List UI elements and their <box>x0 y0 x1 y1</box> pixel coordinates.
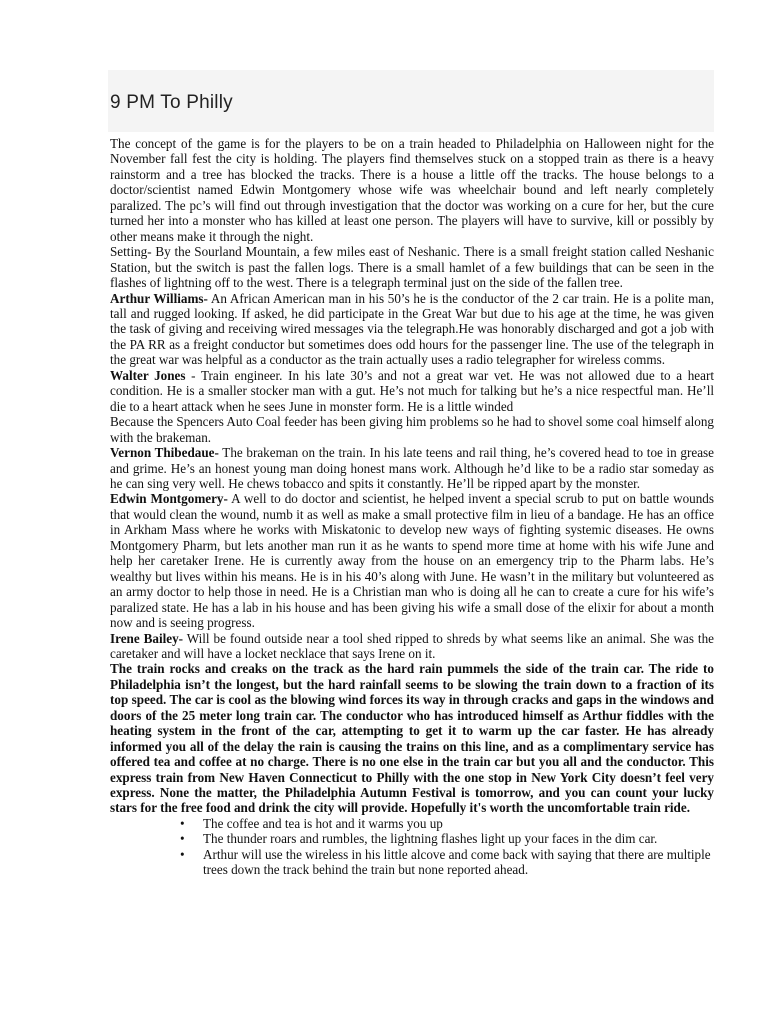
character-name: Arthur Williams- <box>110 290 208 306</box>
character-description: A well to do doctor and scientist, he helped invent a special scrub to put on battle wounds that would clean the wound, numb it as well as make a small protective film in lieu of a bandage. He has an office in Arkham Mass where he works with Miskatonic to develop new ways of fighting systemic diseases. He owns Montgomery Pharm, but lets another man run it as he wants to spend more time at home with his wife June and help her caretaker Irene. He is currently away from the house on an emergency trip to the Pharm labs. He’s wealthy but lives within his means. He is in his 40’s along with June. He wasn’t in the military but volunteered as an army doctor to help those in need. He is a Christian man who is doing all he can to create a cure for his wife’s paralized state. He has a lab in his house and has been giving his wife a small dose of the elixir for about a month now and is seeing progress. <box>110 491 714 631</box>
document-body <box>110 136 714 878</box>
character-name: Vernon Thibedaue- <box>110 445 219 461</box>
character-description: - Train engineer. In his late 30’s and not a great war vet. He was not allowed due to a heart condition. He is a smaller stocker man with a gut. He’s not much for talking but he’s a nice respectful man. He’ll die to a heart attack when he sees June in monster form. He is a little winded <box>110 367 714 414</box>
character-description: Because the Spencers Auto Coal feeder has been giving him problems so he had to shovel some coal himself along with the brakeman. <box>110 414 714 445</box>
character-vernon <box>110 445 714 491</box>
title-band <box>108 70 714 132</box>
character-name: Irene Bailey- <box>110 630 184 646</box>
character-arthur <box>110 291 714 368</box>
list-item-text: The thunder roars and rumbles, the lightning flashes light up your faces in the dim car. <box>203 831 658 847</box>
intro-paragraph: The concept of the game is for the players to be on a train headed to Philadelphia on Halloween night for the November fall fest the city is holding. The players find themselves stuck on a stopped train as there is a heavy rainstorm and a tree has blocked the tracks. There is a house a little off the tracks. The house belongs to a doctor/scientist named Edwin Montgomery whose wife was wheelchair bound and left nearly completely paralized. The pc’s will find out through investigation that the doctor was working on a cure for her, but the cure turned her into a monster who has killed at least one person. The players will have to survive, kill or possibly by other means make it through the night. <box>110 136 714 244</box>
list-item-text: The coffee and tea is hot and it warms you up <box>203 815 443 831</box>
bullet-icon: • <box>180 831 185 847</box>
character-name: Walter Jones <box>110 367 186 383</box>
read-aloud-paragraph: The train rocks and creaks on the track as the hard rain pummels the side of the train car. The ride to Philadelphia isn’t the longest, but the hard rainfall seems to be slowing the train down to a fraction of its top speed. The car is cool as the blowing wind forces its way in through cracks and gaps in the windows and doors of the 25 meter long train car. The conductor who has introduced himself as Arthur fiddles with the heating system in the front of the car, attempting to get it to warm up the car faster. He has already informed you all of the delay the rain is causing the trains on this line, and as a complimentary service has offered tea and coffee at no charge. There is no one else in the train car but you all and the conductor. This express train from New Haven Connecticut to Philly with the one stop in New York City doesn’t feel very express. None the matter, the Philadelphia Autumn Festival is tomorrow, and you can count your lucky stars for the free food and drink the city will provide. Hopefully it's worth the uncomfortable train ride. <box>110 661 714 816</box>
character-description: An African American man in his 50’s he is the conductor of the 2 car train. He is a polite man, tall and rugged looking. If asked, he did participate in the Great War but due to his age at the time, he was given the task of giving and receiving wired messages via the telegraph.He was honorably discharged and got a job with the PA RR as a freight conductor but sometimes does odd hours for the passenger line. The use of the telegraph in the great war was helpful as a conductor as the train actually uses a radio telegrapher for wireless comms. <box>110 290 714 368</box>
bullet-icon: • <box>180 846 185 862</box>
character-walter <box>110 368 714 414</box>
list-item <box>110 831 714 846</box>
bullet-icon: • <box>180 815 185 831</box>
list-item-text: Arthur will use the wireless in his little alcove and come back with saying that there are multiple trees down the track behind the train but none reported ahead. <box>203 846 711 878</box>
document-title: 9 PM To Philly <box>110 92 233 113</box>
list-item <box>110 816 714 831</box>
event-bullet-list <box>110 816 714 878</box>
character-description: Will be found outside near a tool shed ripped to shreds by what seems like an animal. She was the caretaker and will have a locket necklace that says Irene on it. <box>110 630 714 661</box>
character-edwin <box>110 491 714 630</box>
character-description: The brakeman on the train. In his late teens and rail thing, he’s covered head to toe in grease and grime. He’s an honest young man doing honest mans work. Although he’d like to be a radio star someday as he can sing very well. He chews tobacco and spits it constantly. He’ll be ripped apart by the monster. <box>110 445 714 491</box>
character-irene <box>110 631 714 662</box>
list-item <box>110 847 714 878</box>
setting-paragraph: Setting- By the Sourland Mountain, a few miles east of Neshanic. There is a small freight station called Neshanic Station, but the switch is past the fallen logs. There is a small hamlet of a few buildings that can be seen in the flashes of lightning off to the west. There is a telegraph terminal just on the side of the fallen tree. <box>110 244 714 291</box>
character-name: Edwin Montgomery- <box>110 491 228 507</box>
character-walter-note <box>110 414 714 445</box>
